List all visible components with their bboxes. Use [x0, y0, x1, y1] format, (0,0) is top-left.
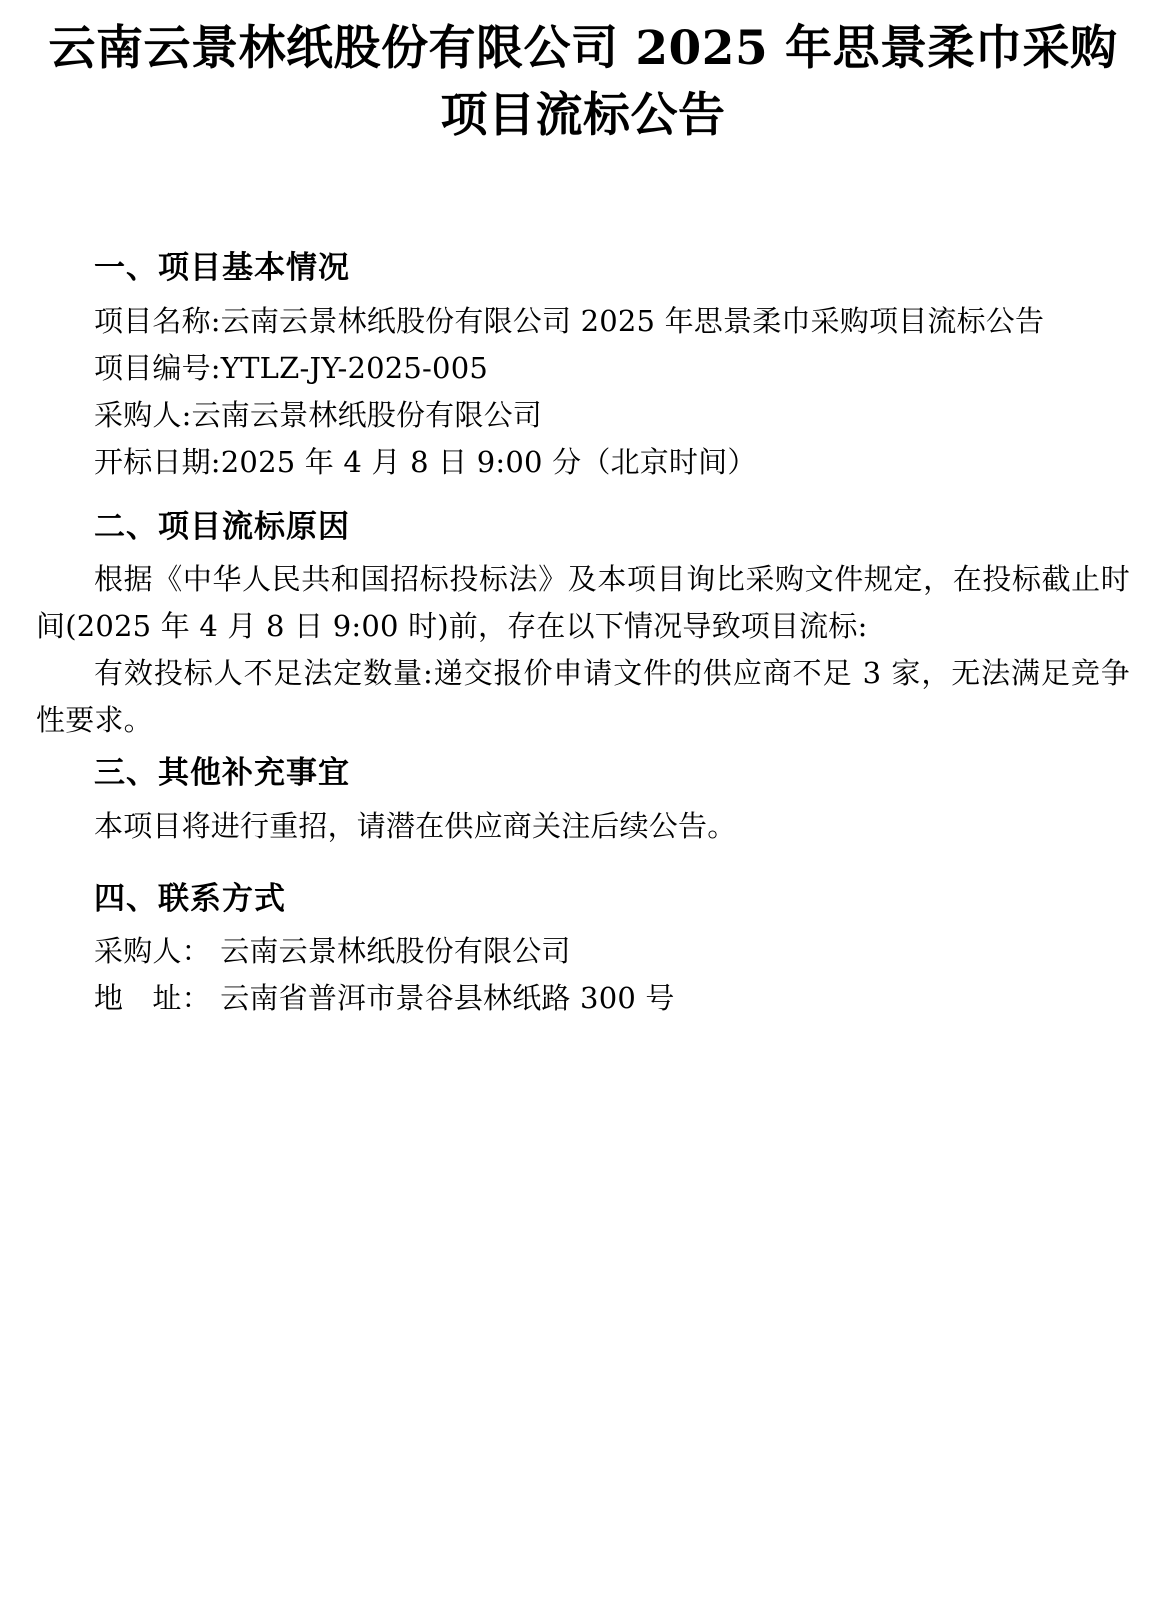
section-heading-4: 四、联系方式 — [94, 880, 286, 917]
section-3-line-1: 本项目将进行重招，请潜在供应商关注后续公告。 — [94, 808, 737, 843]
section-2-line-2: 有效投标人不足法定数量:递交报价申请文件的供应商不足 3 家，无法满足竞争性要求。 — [36, 656, 1130, 738]
section-heading-3: 三、其他补充事宜 — [94, 755, 350, 792]
section-heading-2: 二、项目流标原因 — [94, 508, 350, 545]
section-2-line-1: 根据《中华人民共和国招标投标法》及本项目询比采购文件规定，在投标截止时间(2025 年 4 月 8 日 9:00 时)前，存在以下情况导致项目流标: — [36, 562, 1130, 644]
spacer — [36, 486, 1130, 504]
contact-purchaser: 采购人： 云南云景林纸股份有限公司 — [94, 934, 571, 969]
section-heading-1: 一、项目基本情况 — [94, 250, 350, 287]
title-spacer — [36, 149, 1130, 245]
section-1-line-1: 项目名称:云南云景林纸股份有限公司 2025 年思景柔巾采购项目流标公告 — [94, 303, 1045, 338]
spacer — [36, 850, 1130, 876]
contact-address: 地 址： 云南省普洱市景谷县林纸路 300 号 — [94, 981, 675, 1016]
section-1-line-3: 采购人:云南云景林纸股份有限公司 — [94, 397, 542, 432]
section-1-line-4: 开标日期:2025 年 4 月 8 日 9:00 分（北京时间） — [94, 444, 757, 479]
page-title: 云南云景林纸股份有限公司 2025 年思景柔巾采购项目流标公告 — [48, 21, 1118, 143]
section-1-line-2: 项目编号:YTLZ-JY-2025-005 — [94, 350, 489, 385]
